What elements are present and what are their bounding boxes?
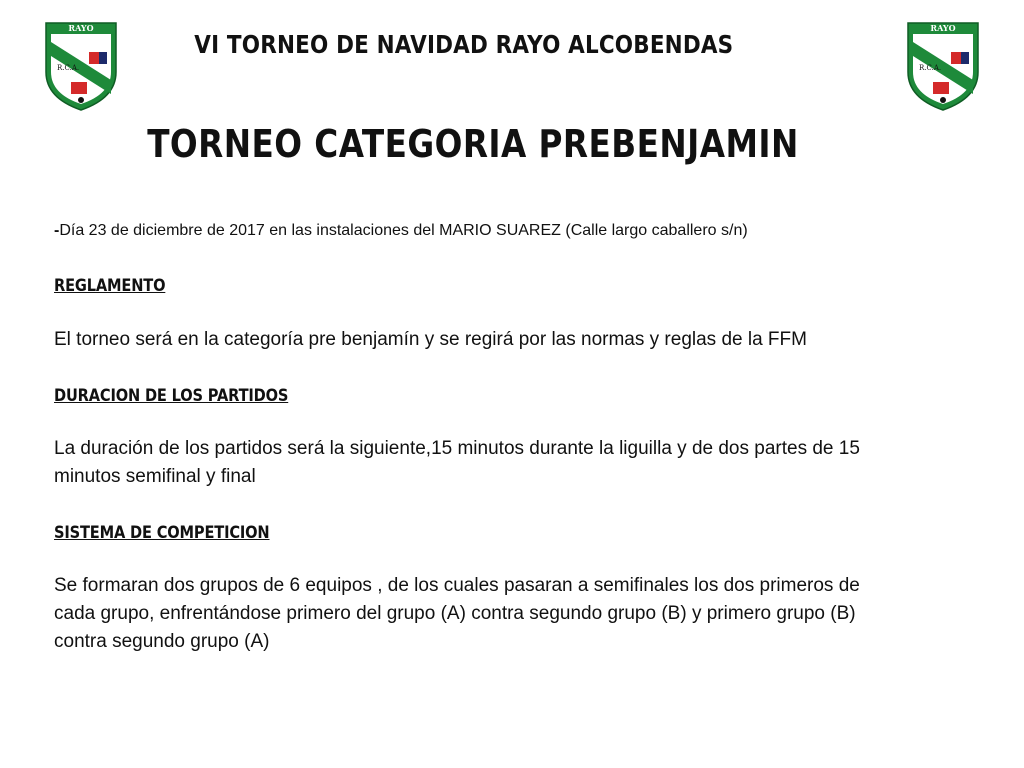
section-heading-duracion: DURACION DE LOS PARTIDOS [54, 386, 289, 406]
section-text-reglamento: El torneo será en la categoría pre benjamín y se regirá por las normas y reglas de la FFM [54, 329, 807, 350]
svg-text:R.C.A.: R.C.A. [57, 64, 80, 72]
svg-text:R.C.A.: R.C.A. [919, 64, 942, 72]
header-title: VI TORNEO DE NAVIDAD RAYO ALCOBENDAS [194, 30, 734, 59]
section-text-sistema: Se formaran dos grupos de 6 equipos , de los cuales pasaran a semifinales los dos primeros de cada grupo, enfrentándose primero del grupo (A) contra segundo grupo (B) y primero grupo (B) contra segundo grupo (A) [54, 575, 860, 652]
date-line [54, 222, 748, 240]
date-line-dash: - [54, 222, 60, 239]
section-heading-reglamento: REGLAMENTO [54, 276, 166, 296]
svg-text:RAYO: RAYO [68, 23, 94, 33]
section-heading-sistema: SISTEMA DE COMPETICION [54, 523, 270, 543]
svg-text:RAYO: RAYO [930, 23, 956, 33]
section-text-duracion: La duración de los partidos será la siguiente,15 minutos durante la liguilla y de dos partes de 15 minutos semifinal y final [54, 438, 860, 487]
page-title: TORNEO CATEGORIA PREBENJAMIN [147, 122, 799, 166]
date-line-text: Día 23 de diciembre de 2017 en las instalaciones del MARIO SUAREZ (Calle largo caballero s/n) [59, 222, 748, 239]
